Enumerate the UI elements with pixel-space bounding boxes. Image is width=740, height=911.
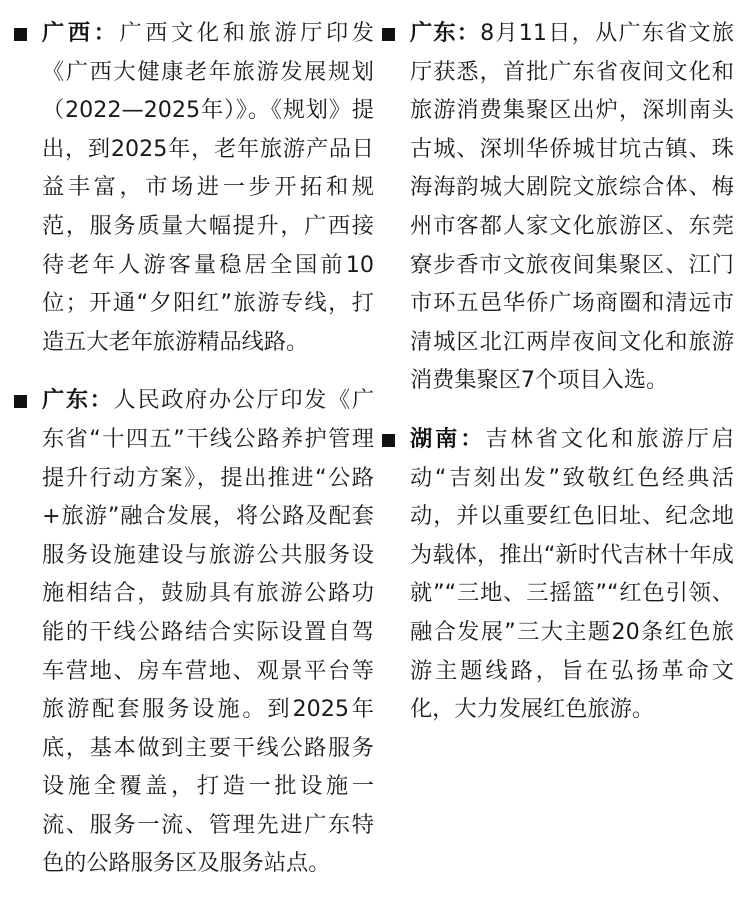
square-bullet-icon xyxy=(382,434,395,447)
region-label: 广西： xyxy=(42,20,120,46)
news-item-text: 8月11日，从广东省文旅厅获悉，首批广东省夜间文化和旅游消费集聚区出炉，深圳南头古城、深圳华侨城甘坑古镇、珠海海韵城大剧院文旅综合体、梅州市客都人家文化旅游区、东莞寮步香市文旅夜间集聚区、江门市环五邑华侨广场商圈和清远市清城区北江两岸夜间文化和旅游消费集聚区7个项目入选。 xyxy=(410,20,735,394)
square-bullet-icon xyxy=(14,395,27,408)
news-item-body xyxy=(42,381,374,883)
news-item-hunan xyxy=(378,420,734,729)
square-bullet-icon xyxy=(14,28,27,41)
news-item-guangdong-highway xyxy=(10,381,374,883)
region-label: 广东： xyxy=(42,387,114,414)
news-item-text: 广西文化和旅游厅印发《广西大健康老年旅游发展规划（2022—2025年）》。《规划》提出，到2025年，老年旅游产品日益丰富，市场进一步开拓和规范，服务质量大幅提升，广西接待老年人游客量稳居全国前10位；开通“夕阳红”旅游专线，打造五大老年旅游精品线路。 xyxy=(42,20,374,355)
news-item-guangdong-night xyxy=(378,14,734,400)
news-item-body xyxy=(42,14,374,361)
square-bullet-icon xyxy=(382,28,395,41)
right-column xyxy=(378,14,734,749)
news-item-guangxi xyxy=(10,14,374,361)
news-item-text: 人民政府办公厅印发《广东省“十四五”干线公路养护管理提升行动方案》，提出推进“公路+旅游”融合发展，将公路及配套服务设施建设与旅游公共服务设施相结合，鼓励具有旅游公路功能的干线公路结合实际设置自驾车营地、房车营地、观景平台等旅游配套服务设施。到2025年底，基本做到主要干线公路服务设施全覆盖，打造一批设施一流、服务一流、管理先进广东特色的公路服务区及服务站点。 xyxy=(42,387,375,877)
region-label: 广东： xyxy=(410,20,481,46)
news-item-body xyxy=(410,14,734,400)
region-label: 湖南： xyxy=(410,425,486,452)
news-item-text: 吉林省文化和旅游厅启动“吉刻出发”致敬红色经典活动，并以重要红色旧址、纪念地为载体，推出“新时代吉林十年成就”“三地、三摇篮”“红色引领、融合发展”三大主题20条红色旅游主题线路，旨在弘扬革命文化，大力发展红色旅游。 xyxy=(410,425,734,723)
news-item-body xyxy=(410,420,734,729)
left-column xyxy=(10,14,374,903)
